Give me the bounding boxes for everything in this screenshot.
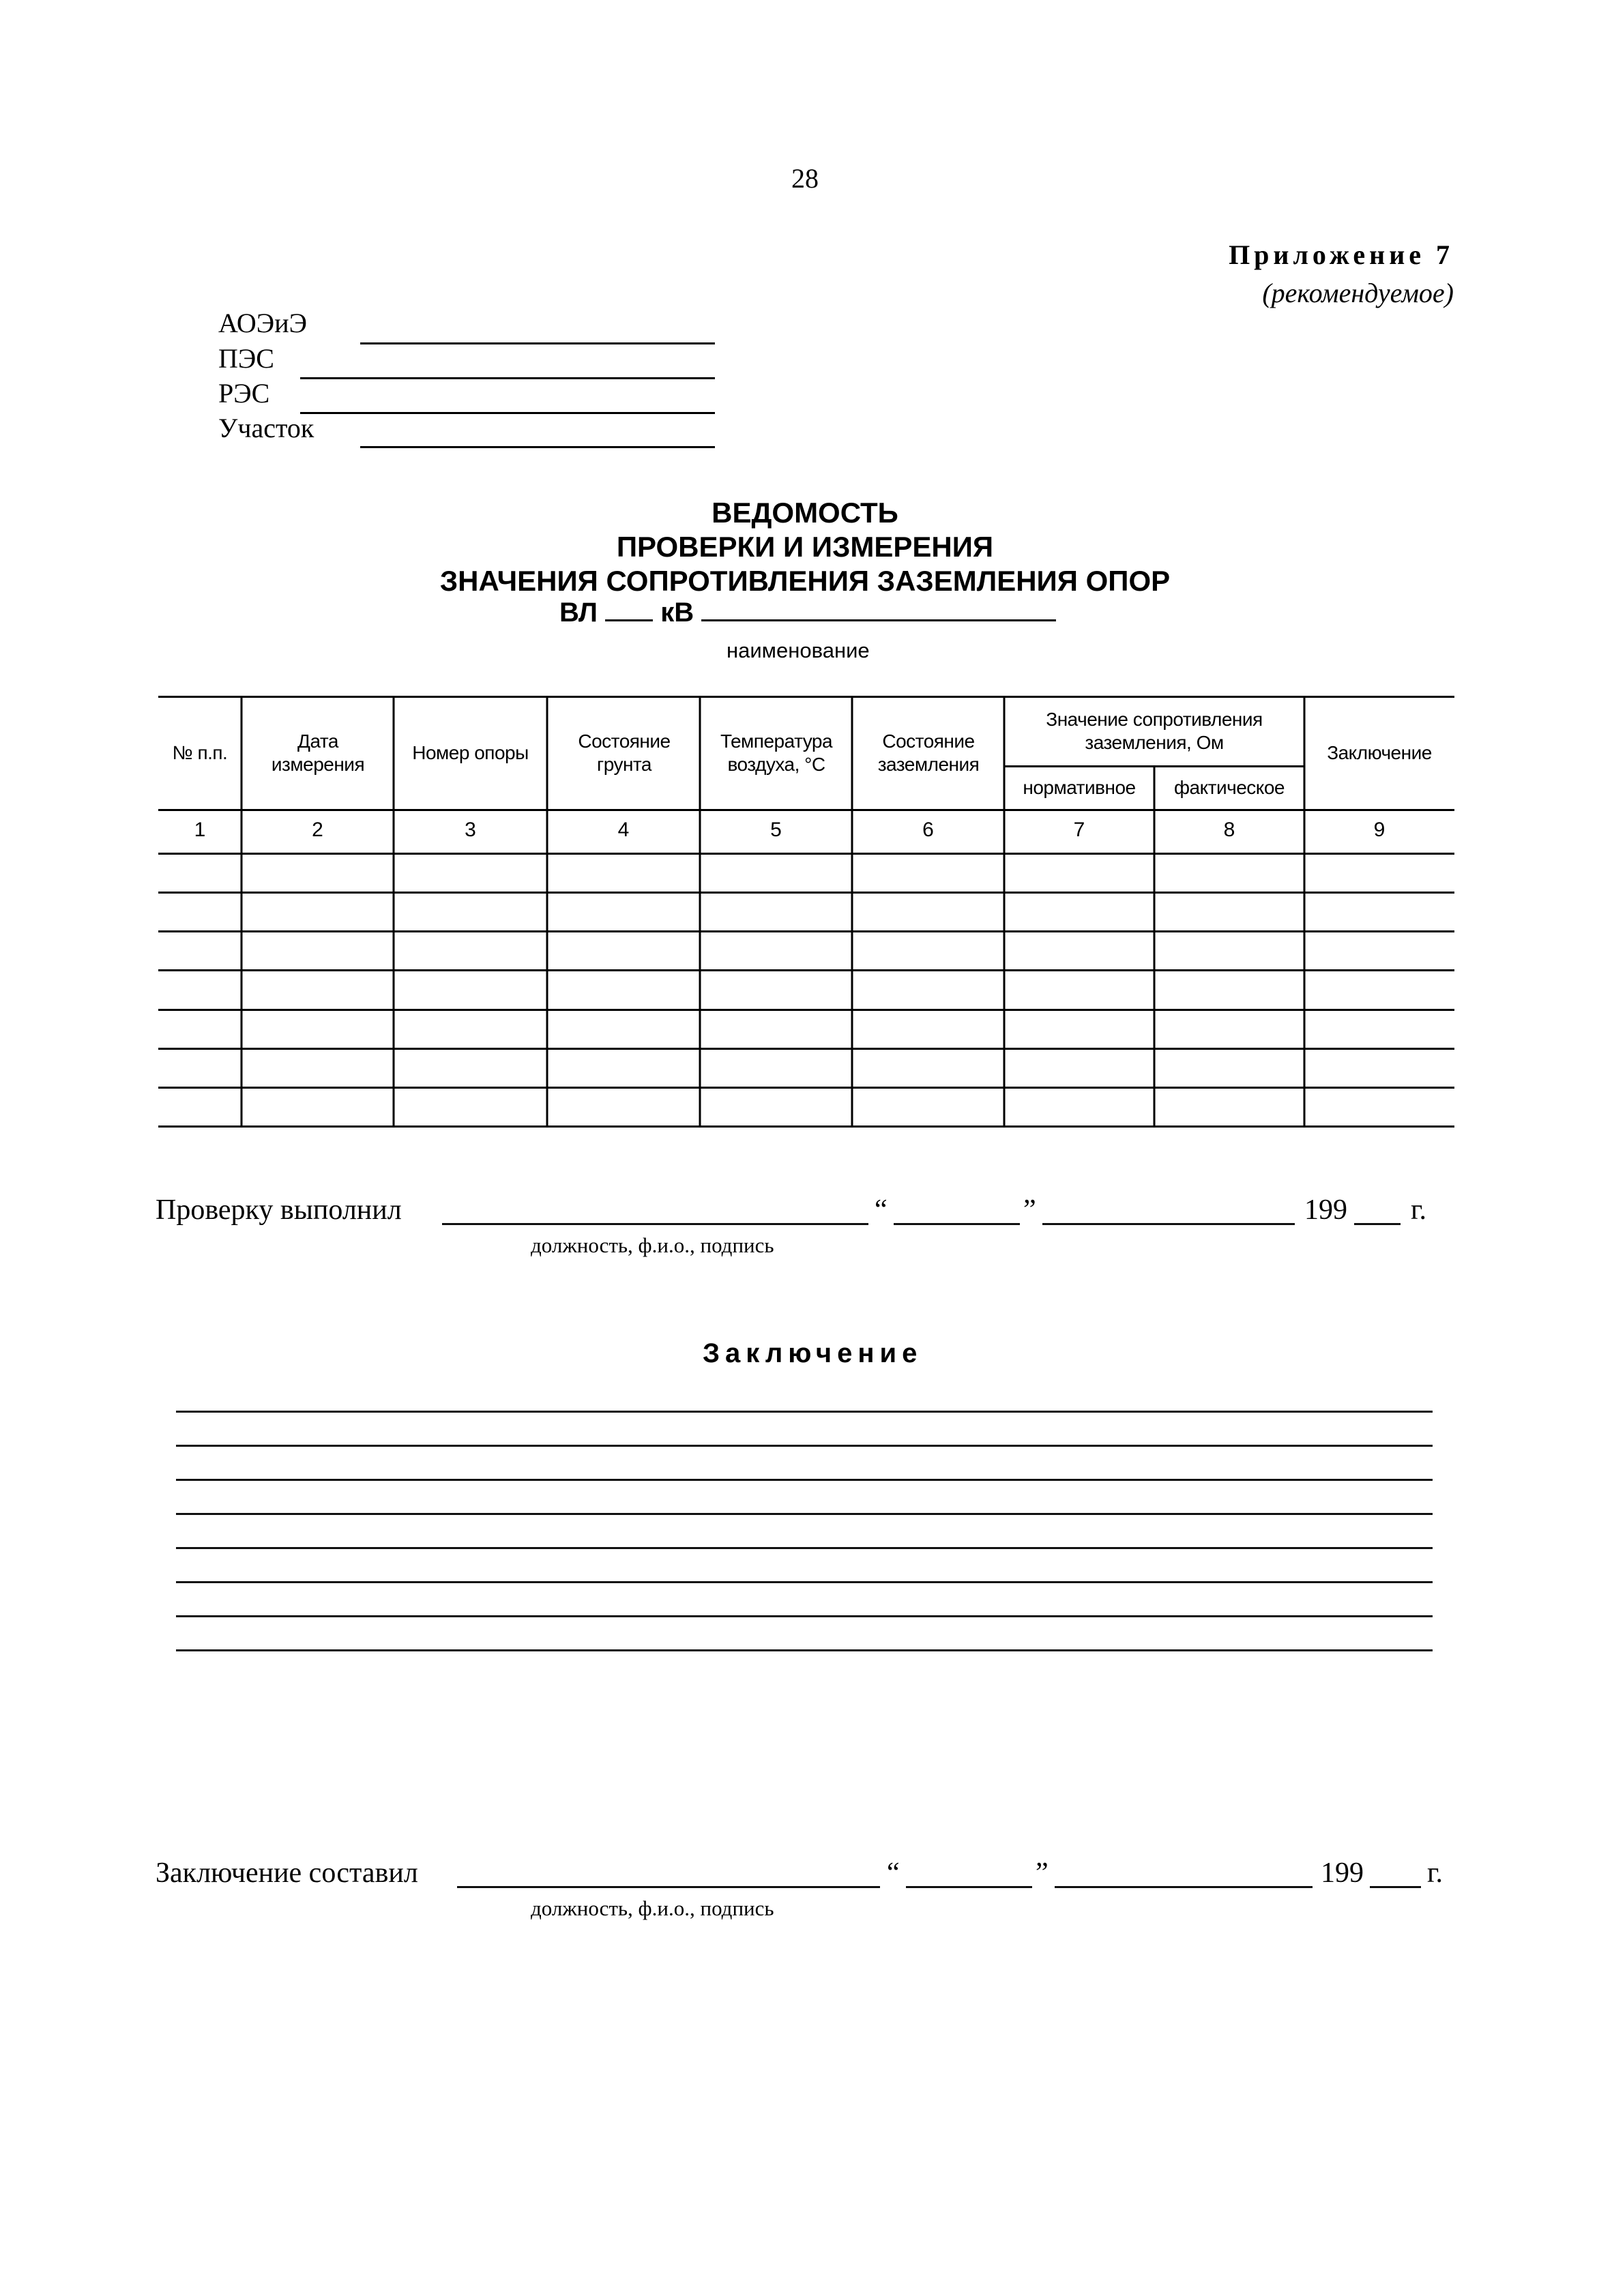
conclusion-compiled-by-label: Заключение составил [156, 1857, 418, 1889]
conclusion-day-field[interactable] [906, 1886, 1032, 1888]
check-year-field[interactable] [1354, 1223, 1401, 1225]
header-air-temperature: Температура воздуха, °С [720, 731, 833, 775]
check-open-quote: “ [875, 1194, 888, 1226]
conclusion-year-suffix: г. [1427, 1857, 1443, 1889]
header-soil-condition: Состояние грунта [578, 731, 671, 775]
column-number: 4 [617, 819, 630, 841]
appendix-title: Приложение 7 [1229, 239, 1454, 270]
conclusion-line[interactable] [176, 1513, 1433, 1515]
document-title-line1: ВЕДОМОСТЬ [712, 497, 898, 529]
org-field-res[interactable] [300, 412, 715, 414]
header-resistance-value: Значение сопротивления заземления, Ом [1046, 709, 1263, 753]
check-day-field[interactable] [894, 1223, 1020, 1225]
conclusion-line[interactable] [176, 1479, 1433, 1481]
check-year-suffix: г. [1411, 1194, 1426, 1226]
column-number: 9 [1373, 819, 1386, 841]
conclusion-open-quote: “ [887, 1857, 900, 1889]
conclusion-heading: Заключение [703, 1338, 923, 1368]
conclusion-line[interactable] [176, 1649, 1433, 1651]
header-measurement-date: Дата измерения [271, 731, 365, 775]
org-label-pes: ПЭС [218, 343, 274, 374]
check-performed-by-label: Проверку выполнил [156, 1194, 402, 1226]
column-number: 8 [1223, 819, 1235, 841]
org-field-section[interactable] [360, 446, 715, 448]
header-grounding-condition: Состояние заземления [877, 731, 980, 775]
header-conclusion: Заключение [1327, 742, 1432, 763]
page-number: 28 [791, 163, 819, 194]
column-number: 6 [922, 819, 934, 841]
check-signature-caption: должность, ф.и.о., подпись [531, 1233, 774, 1257]
conclusion-line[interactable] [176, 1547, 1433, 1549]
check-year-prefix: 199 [1304, 1194, 1347, 1226]
org-field-pes[interactable] [300, 377, 715, 379]
conclusion-line[interactable] [176, 1411, 1433, 1413]
header-pole-number: Номер опоры [412, 742, 529, 763]
subheader-actual: фактическое [1173, 777, 1285, 798]
org-field-aoeie[interactable] [360, 342, 715, 344]
column-number: 2 [312, 819, 323, 841]
vl-name-field[interactable] [701, 599, 1056, 621]
subheader-normative: нормативное [1023, 777, 1136, 798]
appendix-subtitle: (рекомендуемое) [1262, 278, 1454, 308]
document-title-line2: ПРОВЕРКИ И ИЗМЕРЕНИЯ [616, 531, 994, 563]
conclusion-close-quote: ” [1036, 1857, 1049, 1889]
header-row-number: № п.п. [172, 742, 228, 763]
org-label-aoeie: АОЭиЭ [218, 308, 307, 338]
check-month-field[interactable] [1042, 1223, 1295, 1225]
conclusion-line[interactable] [176, 1615, 1433, 1617]
measurement-table [158, 689, 1454, 1125]
org-label-section: Участок [218, 413, 314, 443]
conclusion-signature-caption: должность, ф.и.о., подпись [531, 1896, 774, 1920]
conclusion-line[interactable] [176, 1445, 1433, 1447]
vl-prefix: ВЛ [559, 598, 598, 628]
column-number: 1 [194, 819, 206, 841]
conclusion-year-prefix: 199 [1321, 1857, 1364, 1889]
vl-line [559, 598, 1056, 628]
vl-name-caption: наименование [727, 638, 870, 662]
check-performer-field[interactable] [442, 1223, 868, 1225]
conclusion-line[interactable] [176, 1581, 1433, 1583]
column-number: 3 [465, 819, 476, 841]
check-close-quote: ” [1023, 1194, 1036, 1226]
conclusion-month-field[interactable] [1055, 1886, 1313, 1888]
column-number: 7 [1073, 819, 1085, 841]
vl-voltage-field[interactable] [605, 599, 653, 621]
column-number: 5 [770, 819, 782, 841]
conclusion-author-field[interactable] [457, 1886, 880, 1888]
org-label-res: РЭС [218, 378, 270, 409]
conclusion-year-field[interactable] [1370, 1886, 1421, 1888]
vl-unit: кВ [660, 598, 694, 628]
document-title-line3: ЗНАЧЕНИЯ СОПРОТИВЛЕНИЯ ЗАЗЕМЛЕНИЯ ОПОР [439, 565, 1171, 597]
